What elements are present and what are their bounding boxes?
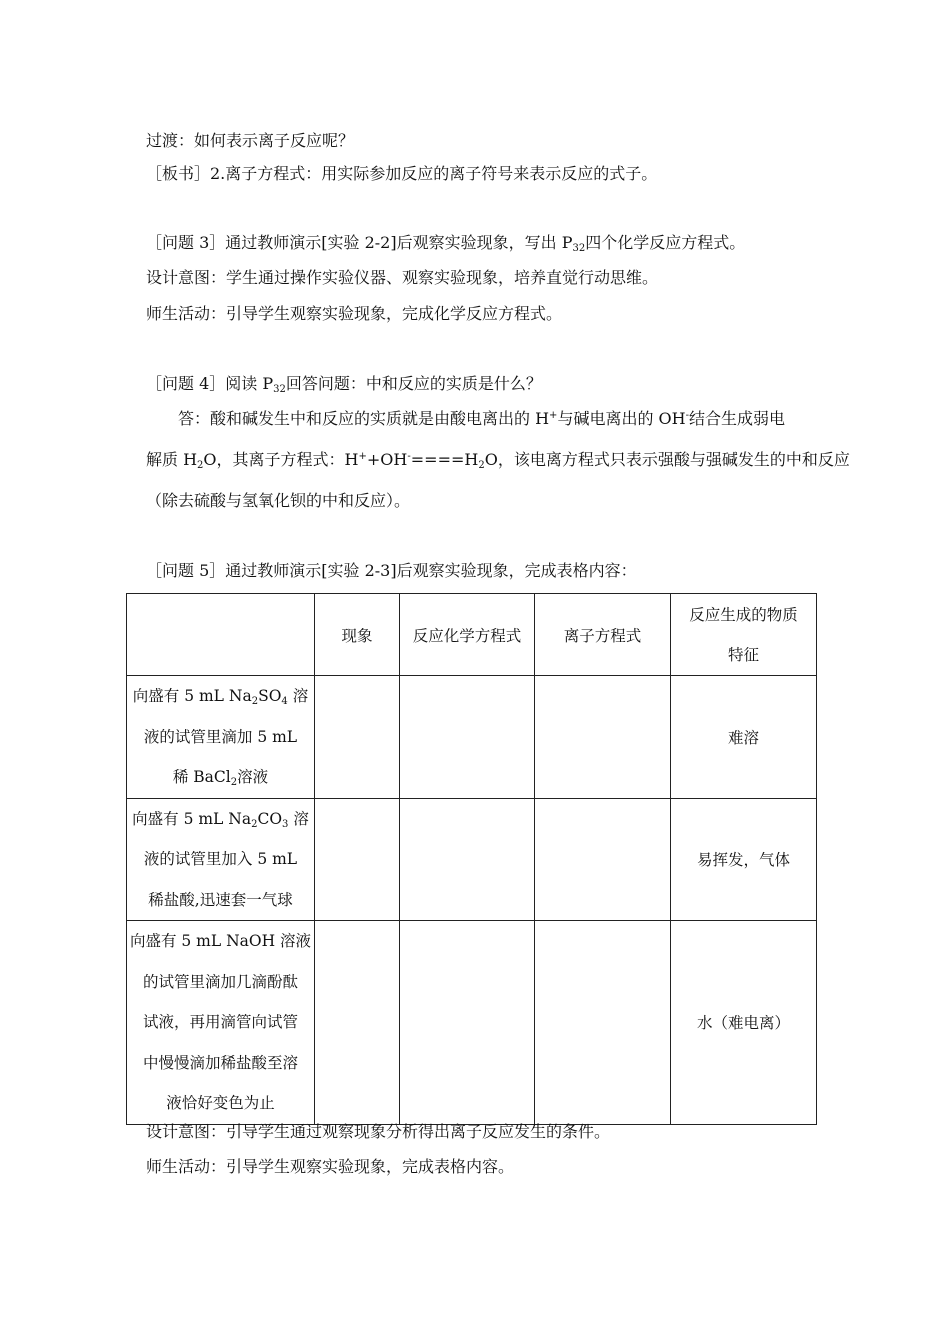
experiment-description: 向盛有 5 mL NaOH 溶液 的试管里滴加几滴酚酞 试液，再用滴管向试管 中慢慢滴加稀盐酸至溶 液恰好变色为止 [127,921,315,1125]
header-ionic-equation: 离子方程式 [535,594,671,676]
chemical-equation-cell[interactable] [400,921,535,1125]
ionic-equation-cell[interactable] [535,921,671,1125]
experiment-description: 向盛有 5 mL $Na_2SO_4$ 溶 液的试管里滴加 5 mL 稀 BaCl$_2$溶液 [127,676,315,799]
chemical-equation-cell[interactable] [400,676,535,799]
product-feature-cell: 难溶 [671,676,817,799]
phenomenon-cell[interactable] [315,798,400,921]
activity-2: 师生活动：引导学生观察实验现象，完成表格内容。 [146,1157,515,1176]
table-row [127,921,817,1125]
product-feature-cell: 易挥发，气体 [671,798,817,921]
answer-line-2: 解质 $H_2O$，其离子方程式：$H^++OH^-====H_2O$，该电离方程式只表示强酸与强碱发生的中和反应 [146,450,850,471]
question-3: ［问题 3］通过教师演示[实验 2-2]后观察实验现象，写出 $P_{32}$四个化学反应方程式。 [146,233,746,254]
phenomenon-cell[interactable] [315,921,400,1125]
table-row [127,798,817,921]
header-chemical-equation: 反应化学方程式 [400,594,535,676]
answer-line-1: 答：酸和碱发生中和反应的实质就是由酸电离出的 H+与碱电离出的 OH-结合生成弱电 [178,409,786,428]
board-item-2: ［板书］2.离子方程式：用实际参加反应的离子符号来表示反应的式子。 [146,164,658,183]
phenomenon-cell[interactable] [315,676,400,799]
table-row [127,676,817,799]
table-header-row [127,594,817,676]
ionic-equation-cell[interactable] [535,676,671,799]
answer-line-3: （除去硫酸与氢氧化钡的中和反应）。 [146,491,411,510]
header-empty-cell [127,594,315,676]
question-4: ［问题 4］阅读 $P_{32}$回答问题：中和反应的实质是什么？ [146,374,542,395]
chemical-equation-cell[interactable] [400,798,535,921]
transition-text: 过渡：如何表示离子反应呢？ [146,131,355,150]
ionic-equation-cell[interactable] [535,798,671,921]
activity-1: 师生活动：引导学生观察实验现象，完成化学反应方程式。 [146,304,563,323]
product-feature-cell: 水（难电离） [671,921,817,1125]
design-intent-1: 设计意图：学生通过操作实验仪器、观察实验现象，培养直觉行动思维。 [146,268,659,287]
question-5: ［问题 5］通过教师演示[实验 2-3]后观察实验现象，完成表格内容： [146,561,637,580]
experiment-table [126,593,817,1125]
experiment-description: 向盛有 5 mL $Na_2CO_3$ 溶 液的试管里加入 5 mL 稀盐酸,迅速套一气球 [127,798,315,921]
header-product-feature: 反应生成的物质 特征 [671,594,817,676]
header-phenomenon: 现象 [315,594,400,676]
design-intent-2: 设计意图：引导学生通过观察现象分析得出离子反应发生的条件。 [146,1122,611,1141]
